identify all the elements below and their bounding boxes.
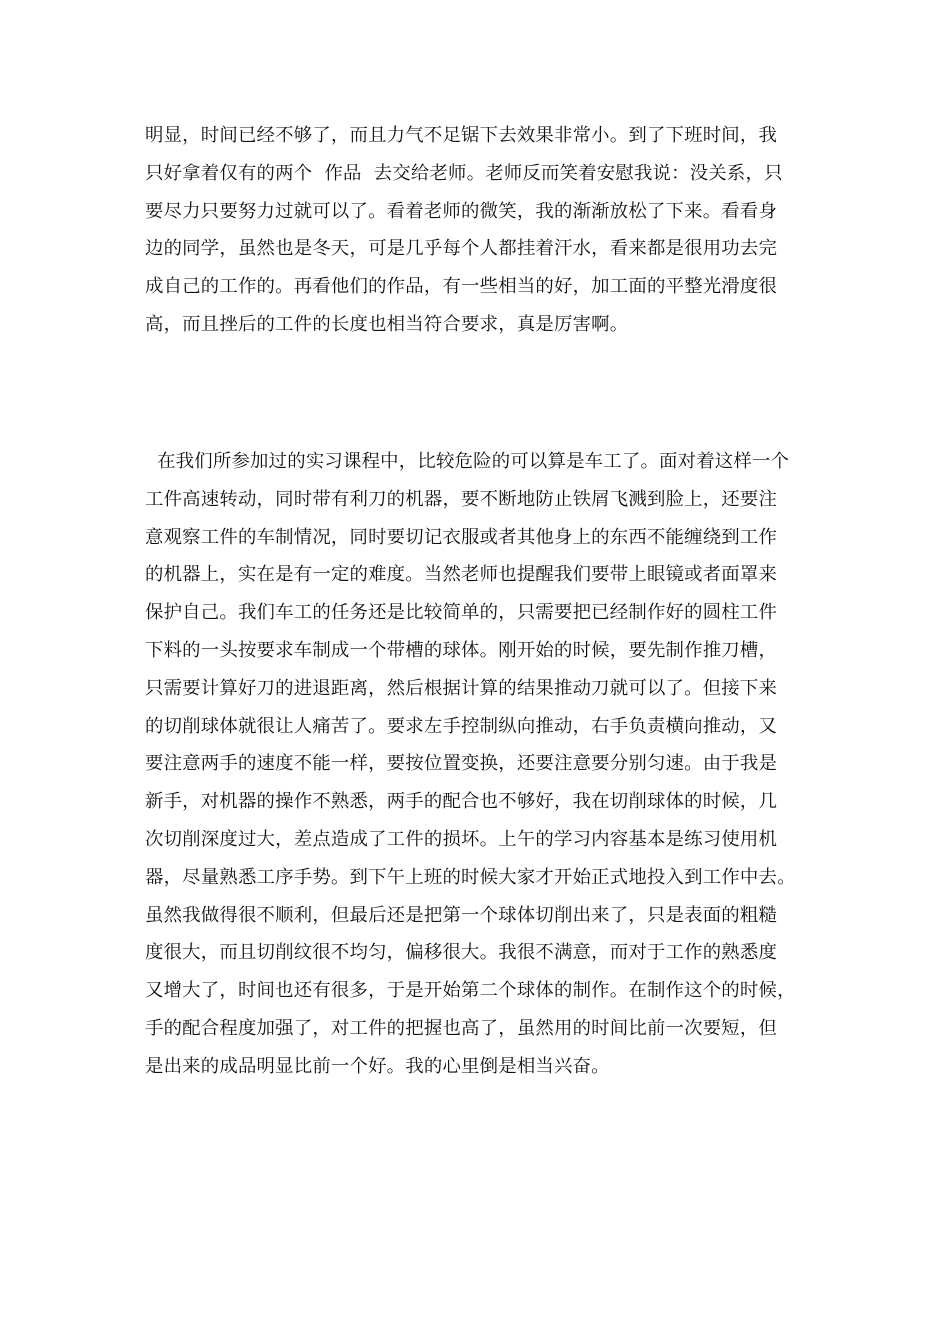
paragraph-1 [145, 117, 810, 344]
paragraph-1-line: 要尽力只要努力过就可以了。看着老师的微笑，我的渐渐放松了下来。看看身 [145, 200, 778, 222]
paragraph-1-line: 成自己的工作的。再看他们的作品，有一些相当的好，加工面的平整光滑度很 [145, 276, 778, 298]
paragraph-2-line: 次切削深度过大，差点造成了工件的损坏。上午的学习内容基本是练习使用机 [145, 828, 778, 850]
paragraph-2-line: 保护自己。我们车工的任务还是比较简单的，只需要把已经制作好的圆柱工件 [145, 602, 778, 624]
paragraph-2-line: 虽然我做得很不顺利，但最后还是把第一个球体切削出来了，只是表面的粗糙 [145, 904, 778, 926]
paragraph-2-line: 要注意两手的速度不能一样，要按位置变换，还要注意要分别匀速。由于我是 [145, 753, 778, 775]
paragraph-1-line: 边的同学，虽然也是冬天，可是几乎每个人都挂着汗水，看来都是很用功去完 [145, 238, 778, 260]
paragraph-2-line: 只需要计算好刀的进退距离，然后根据计算的结果推动刀就可以了。但接下来 [145, 677, 778, 699]
paragraph-2-line: 器，尽量熟悉工序手势。到下午上班的时候大家才开始正式地投入到工作中去。 [145, 866, 796, 888]
paragraph-1-line: 明显，时间已经不够了，而且力气不足锯下去效果非常小。到了下班时间，我 [145, 125, 778, 146]
paragraph-2-line: 是出来的成品明显比前一个好。我的心里倒是相当兴奋。 [145, 1055, 610, 1077]
paragraph-2-line: 又增大了，时间也还有很多，于是开始第二个球体的制作。在制作这个的时候， [145, 980, 796, 1002]
paragraph-2-line: 在我们所参加过的实习课程中，比较危险的可以算是车工了。面对着这样一个 [145, 451, 790, 472]
paragraph-1-line: 高，而且挫后的工件的长度也相当符合要求，真是厉害啊。 [145, 313, 629, 335]
paragraph-2-line: 度很大，而且切削纹很不均匀，偏移很大。我很不满意，而对于工作的熟悉度 [145, 942, 778, 964]
paragraph-2-line: 的切削球体就很让人痛苦了。要求左手控制纵向推动，右手负责横向推动，又 [145, 715, 778, 737]
paragraph-2-line: 下料的一头按要求车制成一个带槽的球体。刚开始的时候，要先制作推刀槽， [145, 639, 778, 661]
paragraph-2-line: 的机器上，实在是有一定的难度。当然老师也提醒我们要带上眼镜或者面罩来 [145, 564, 778, 586]
paragraph-2-line: 工件高速转动，同时带有利刀的机器，要不断地防止铁屑飞溅到脸上，还要注 [145, 488, 778, 510]
paragraph-2 [145, 443, 810, 1086]
paragraph-2-line: 意观察工件的车制情况，同时要切记衣服或者其他身上的东西不能缠绕到工作 [145, 526, 778, 548]
paragraph-2-line: 手的配合程度加强了，对工件的把握也高了，虽然用的时间比前一次要短，但 [145, 1017, 778, 1039]
paragraph-1-line: 只好拿着仅有的两个 作品 去交给老师。老师反而笑着安慰我说：没关系，只 [145, 162, 783, 184]
paragraph-2-line: 新手，对机器的操作不熟悉，两手的配合也不够好，我在切削球体的时候，几 [145, 791, 778, 813]
